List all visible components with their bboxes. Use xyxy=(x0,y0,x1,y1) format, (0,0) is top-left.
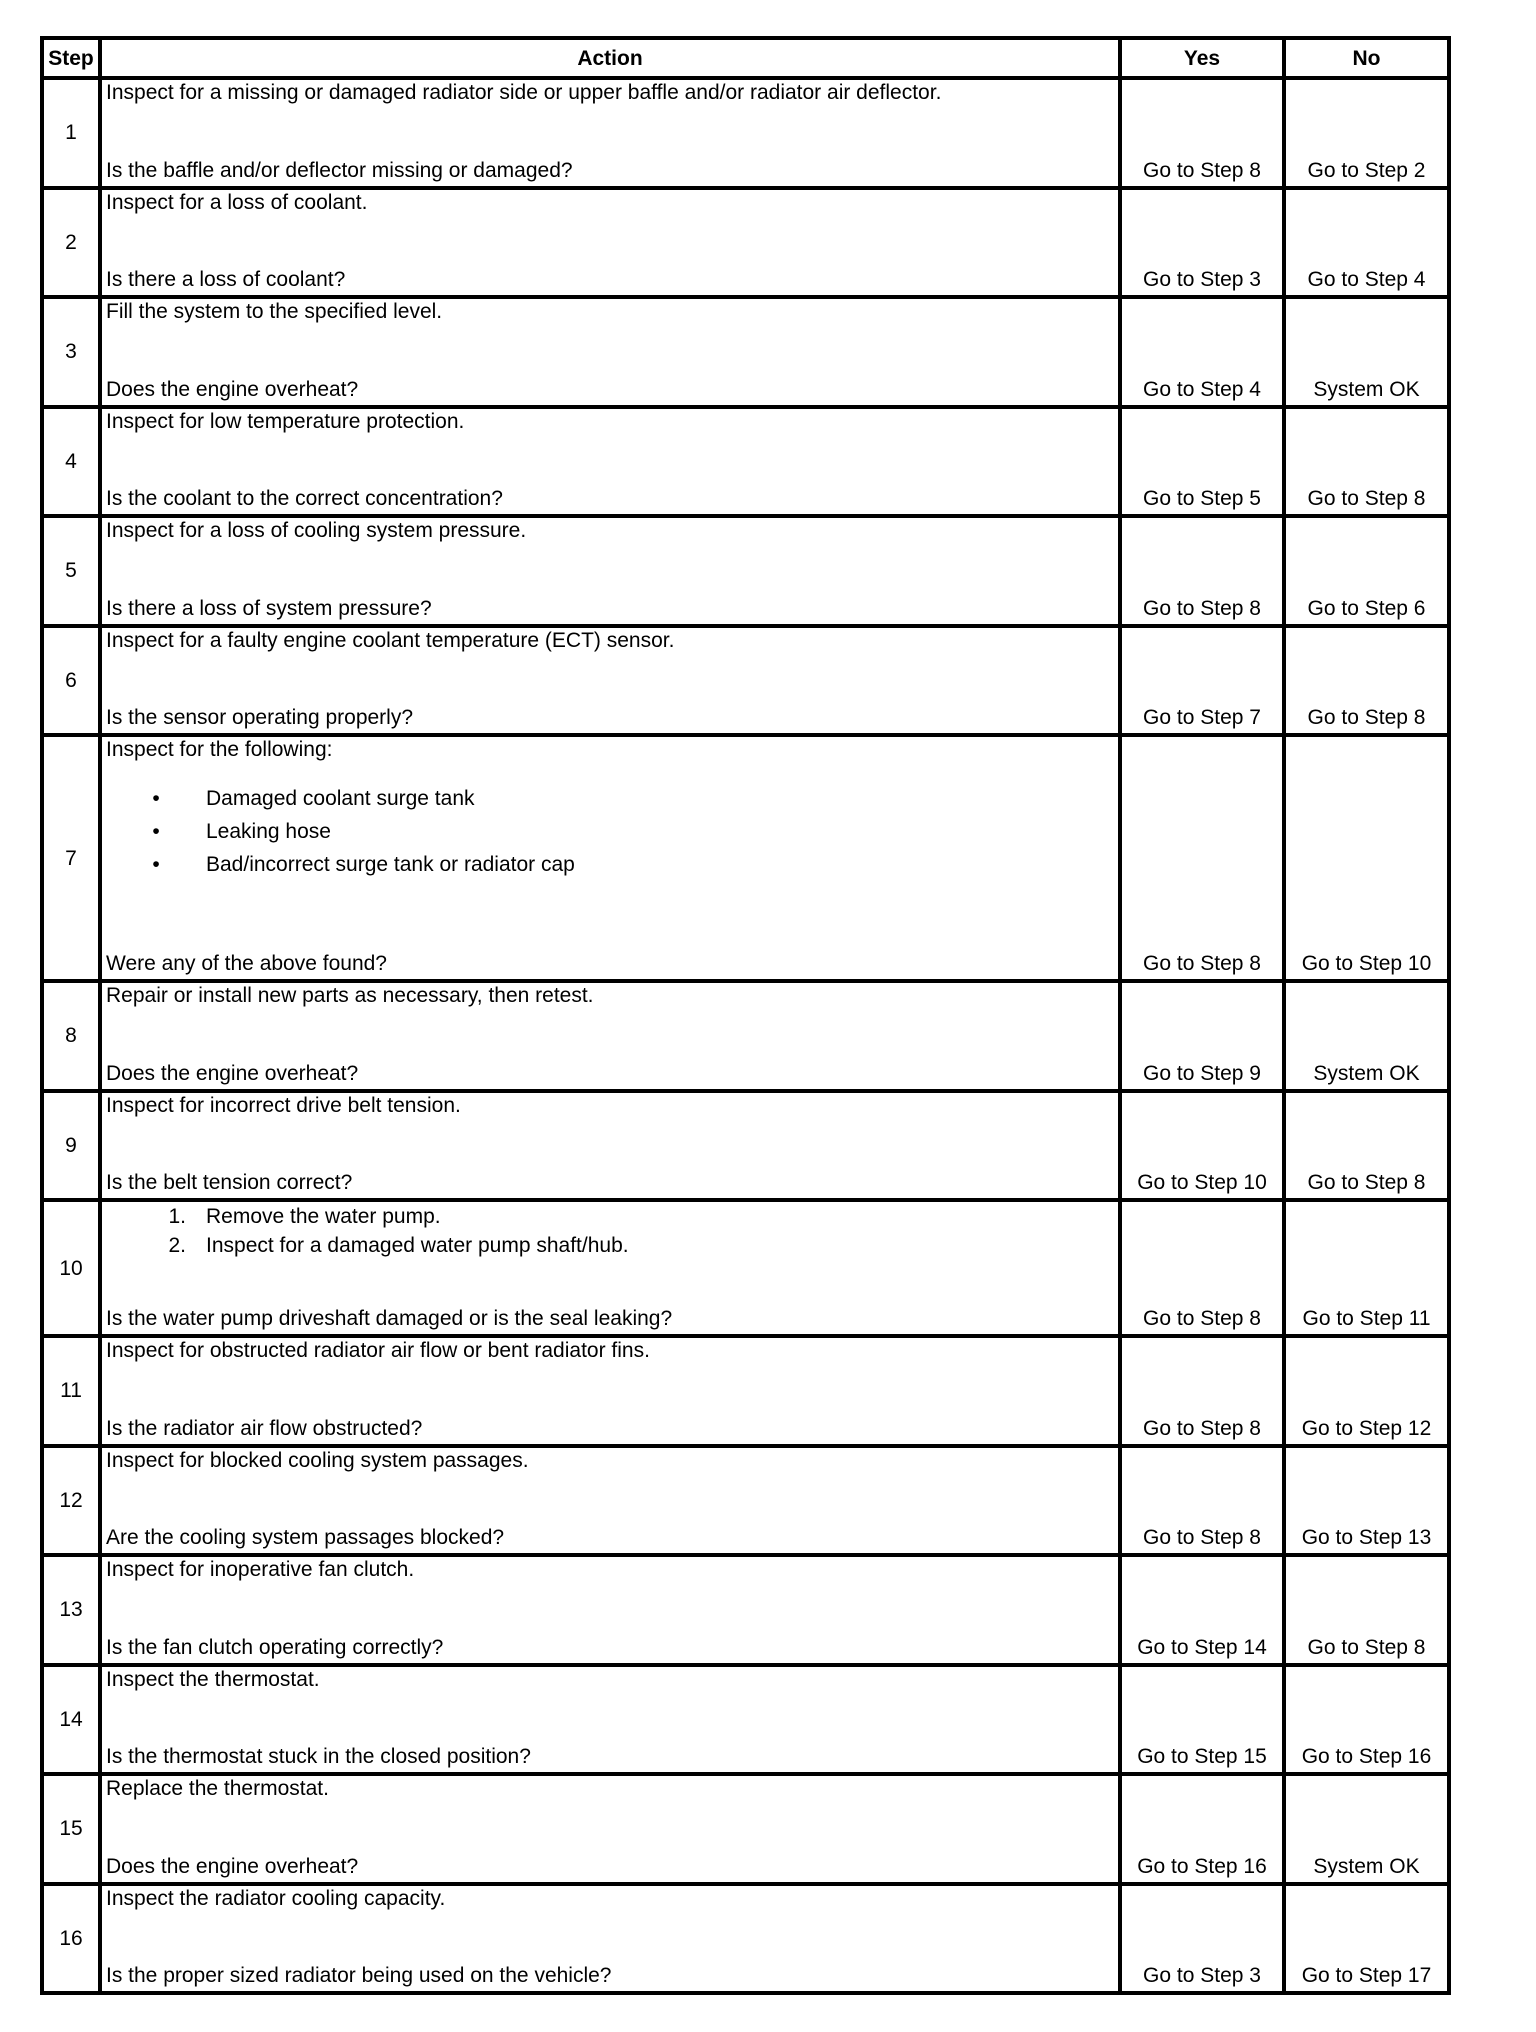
step-number: 10 xyxy=(42,1200,100,1336)
yes-result: Go to Step 8 xyxy=(1120,1200,1284,1336)
yes-result: Go to Step 8 xyxy=(1120,1446,1284,1556)
action-question: Is the radiator air flow obstructed? xyxy=(106,1416,423,1440)
action-body xyxy=(106,1667,1114,1692)
action-cell xyxy=(100,407,1120,517)
action-content xyxy=(106,1557,1114,1663)
bullet-icon: • xyxy=(152,787,160,810)
bullet-item xyxy=(106,782,1114,815)
yes-result: Go to Step 8 xyxy=(1120,78,1284,188)
action-question: Is the proper sized radiator being used on the vehicle? xyxy=(106,1964,612,1987)
no-result: Go to Step 4 xyxy=(1284,188,1449,298)
step-number: 16 xyxy=(42,1884,100,1994)
action-content xyxy=(106,737,1114,979)
action-cell xyxy=(100,1200,1120,1336)
table-row xyxy=(42,1446,1449,1556)
action-content xyxy=(106,518,1114,624)
action-cell xyxy=(100,1446,1120,1556)
table-row xyxy=(42,1555,1449,1665)
action-question: Were any of the above found? xyxy=(106,952,387,975)
yes-result: Go to Step 16 xyxy=(1120,1774,1284,1884)
yes-result: Go to Step 8 xyxy=(1120,1336,1284,1446)
no-result: Go to Step 12 xyxy=(1284,1336,1449,1446)
action-text: Inspect for incorrect drive belt tension. xyxy=(106,1093,461,1117)
diagnostic-table xyxy=(40,36,1451,1995)
action-body xyxy=(106,1448,1114,1473)
action-question: Is the thermostat stuck in the closed position? xyxy=(106,1745,531,1768)
action-question: Is the water pump driveshaft damaged or is the seal leaking? xyxy=(106,1307,673,1330)
step-number: 9 xyxy=(42,1091,100,1201)
action-cell xyxy=(100,1665,1120,1775)
action-question: Does the engine overheat? xyxy=(106,1061,359,1085)
table-row xyxy=(42,516,1449,626)
action-content xyxy=(106,1202,1114,1334)
action-text: Fill the system to the specified level. xyxy=(106,300,443,323)
action-content xyxy=(106,983,1114,1089)
action-body xyxy=(106,983,1114,1008)
numbered-list xyxy=(106,1202,1114,1260)
action-cell xyxy=(100,1336,1120,1446)
no-result: Go to Step 16 xyxy=(1284,1665,1449,1775)
action-body xyxy=(106,409,1114,434)
table-row xyxy=(42,188,1449,298)
action-content xyxy=(106,1667,1114,1773)
action-text: Inspect for a faulty engine coolant temperature (ECT) sensor. xyxy=(106,628,675,652)
step-number: 2 xyxy=(42,188,100,298)
action-content xyxy=(106,1886,1114,1992)
step-number: 6 xyxy=(42,626,100,736)
step-number: 8 xyxy=(42,981,100,1091)
action-cell xyxy=(100,735,1120,981)
table-row xyxy=(42,1774,1449,1884)
action-text: Inspect the radiator cooling capacity. xyxy=(106,1886,446,1910)
table-row xyxy=(42,1884,1449,1994)
action-question: Is the belt tension correct? xyxy=(106,1171,353,1194)
table-row xyxy=(42,735,1449,981)
action-body xyxy=(106,1093,1114,1118)
action-question: Is there a loss of system pressure? xyxy=(106,596,432,620)
table-row xyxy=(42,626,1449,736)
action-question: Does the engine overheat? xyxy=(106,1854,359,1878)
table-row xyxy=(42,1665,1449,1775)
bullet-icon: • xyxy=(152,820,160,843)
action-cell xyxy=(100,516,1120,626)
action-body xyxy=(106,737,1114,881)
action-body xyxy=(106,1886,1114,1911)
action-body xyxy=(106,628,1114,653)
action-content xyxy=(106,628,1114,734)
action-cell xyxy=(100,1555,1120,1665)
yes-result: Go to Step 3 xyxy=(1120,1884,1284,1994)
table-row xyxy=(42,981,1449,1091)
header-step: Step xyxy=(42,38,100,78)
action-text: Replace the thermostat. xyxy=(106,1777,329,1800)
action-question: Does the engine overheat? xyxy=(106,377,359,401)
bullet-icon: • xyxy=(152,853,160,876)
step-number: 11 xyxy=(42,1336,100,1446)
yes-result: Go to Step 7 xyxy=(1120,626,1284,736)
no-result: System OK xyxy=(1284,297,1449,407)
action-text: Inspect for low temperature protection. xyxy=(106,409,465,433)
item-number: 2. xyxy=(168,1234,186,1257)
action-question: Is the fan clutch operating correctly? xyxy=(106,1635,444,1659)
action-text: Inspect for inoperative fan clutch. xyxy=(106,1558,415,1581)
table-row xyxy=(42,407,1449,517)
action-cell xyxy=(100,1774,1120,1884)
bullet-item xyxy=(106,848,1114,881)
no-result: Go to Step 8 xyxy=(1284,1091,1449,1201)
action-cell xyxy=(100,188,1120,298)
step-number: 5 xyxy=(42,516,100,626)
yes-result: Go to Step 8 xyxy=(1120,516,1284,626)
action-body xyxy=(106,518,1114,543)
table-row xyxy=(42,1336,1449,1446)
action-cell xyxy=(100,78,1120,188)
bullet-text: Bad/incorrect surge tank or radiator cap xyxy=(206,853,575,876)
table-row xyxy=(42,78,1449,188)
no-result: Go to Step 6 xyxy=(1284,516,1449,626)
step-number: 13 xyxy=(42,1555,100,1665)
yes-result: Go to Step 15 xyxy=(1120,1665,1284,1775)
action-body xyxy=(106,1776,1114,1801)
action-text: Inspect the thermostat. xyxy=(106,1667,320,1691)
header-action: Action xyxy=(100,38,1120,78)
action-cell xyxy=(100,1091,1120,1201)
action-question: Is the sensor operating properly? xyxy=(106,706,414,729)
action-body xyxy=(106,1338,1114,1363)
header-no: No xyxy=(1284,38,1449,78)
no-result: Go to Step 13 xyxy=(1284,1446,1449,1556)
action-content xyxy=(106,299,1114,405)
no-result: Go to Step 2 xyxy=(1284,78,1449,188)
action-body xyxy=(106,1557,1114,1582)
action-cell xyxy=(100,981,1120,1091)
action-text: Inspect for a missing or damaged radiator side or upper baffle and/or radiator air deflector. xyxy=(106,81,942,104)
action-content xyxy=(106,1776,1114,1882)
step-number: 3 xyxy=(42,297,100,407)
no-result: Go to Step 11 xyxy=(1284,1200,1449,1336)
yes-result: Go to Step 3 xyxy=(1120,188,1284,298)
table-row xyxy=(42,1091,1449,1201)
table-row xyxy=(42,297,1449,407)
no-result: System OK xyxy=(1284,981,1449,1091)
action-question: Is there a loss of coolant? xyxy=(106,268,346,291)
action-body xyxy=(106,80,1114,105)
header-row xyxy=(42,38,1449,78)
action-text: Inspect for the following: xyxy=(106,738,333,761)
action-cell xyxy=(100,626,1120,736)
item-text: Inspect for a damaged water pump shaft/hub. xyxy=(206,1234,629,1257)
step-number: 4 xyxy=(42,407,100,517)
action-text: Inspect for obstructed radiator air flow or bent radiator fins. xyxy=(106,1339,650,1362)
action-text: Inspect for a loss of cooling system pressure. xyxy=(106,519,527,542)
no-result: Go to Step 8 xyxy=(1284,626,1449,736)
item-text: Remove the water pump. xyxy=(206,1205,441,1228)
bullet-text: Damaged coolant surge tank xyxy=(206,787,475,810)
action-text: Repair or install new parts as necessary, then retest. xyxy=(106,984,594,1007)
yes-result: Go to Step 9 xyxy=(1120,981,1284,1091)
table-row xyxy=(42,1200,1449,1336)
no-result: Go to Step 10 xyxy=(1284,735,1449,981)
action-text: Inspect for blocked cooling system passages. xyxy=(106,1448,529,1472)
no-result: Go to Step 17 xyxy=(1284,1884,1449,1994)
action-content xyxy=(106,80,1114,186)
action-content xyxy=(106,190,1114,296)
step-number: 1 xyxy=(42,78,100,188)
no-result: Go to Step 8 xyxy=(1284,407,1449,517)
step-number: 14 xyxy=(42,1665,100,1775)
bullet-list xyxy=(106,782,1114,881)
yes-result: Go to Step 4 xyxy=(1120,297,1284,407)
action-question: Is the coolant to the correct concentration? xyxy=(106,487,503,510)
numbered-item xyxy=(106,1202,1114,1231)
item-number: 1. xyxy=(168,1205,186,1228)
action-content xyxy=(106,1448,1114,1554)
yes-result: Go to Step 14 xyxy=(1120,1555,1284,1665)
numbered-item xyxy=(106,1231,1114,1260)
action-text: Inspect for a loss of coolant. xyxy=(106,190,368,214)
action-question: Is the baffle and/or deflector missing or damaged? xyxy=(106,158,573,182)
action-content xyxy=(106,1093,1114,1199)
action-body xyxy=(106,299,1114,324)
yes-result: Go to Step 10 xyxy=(1120,1091,1284,1201)
no-result: Go to Step 8 xyxy=(1284,1555,1449,1665)
bullet-item xyxy=(106,815,1114,848)
action-cell xyxy=(100,297,1120,407)
step-number: 12 xyxy=(42,1446,100,1556)
action-body xyxy=(106,1202,1114,1260)
action-content xyxy=(106,1338,1114,1444)
bullet-text: Leaking hose xyxy=(206,820,331,843)
action-cell xyxy=(100,1884,1120,1994)
header-yes: Yes xyxy=(1120,38,1284,78)
step-number: 15 xyxy=(42,1774,100,1884)
yes-result: Go to Step 8 xyxy=(1120,735,1284,981)
action-body xyxy=(106,190,1114,215)
step-number: 7 xyxy=(42,735,100,981)
no-result: System OK xyxy=(1284,1774,1449,1884)
yes-result: Go to Step 5 xyxy=(1120,407,1284,517)
action-content xyxy=(106,409,1114,515)
action-question: Are the cooling system passages blocked? xyxy=(106,1526,505,1549)
